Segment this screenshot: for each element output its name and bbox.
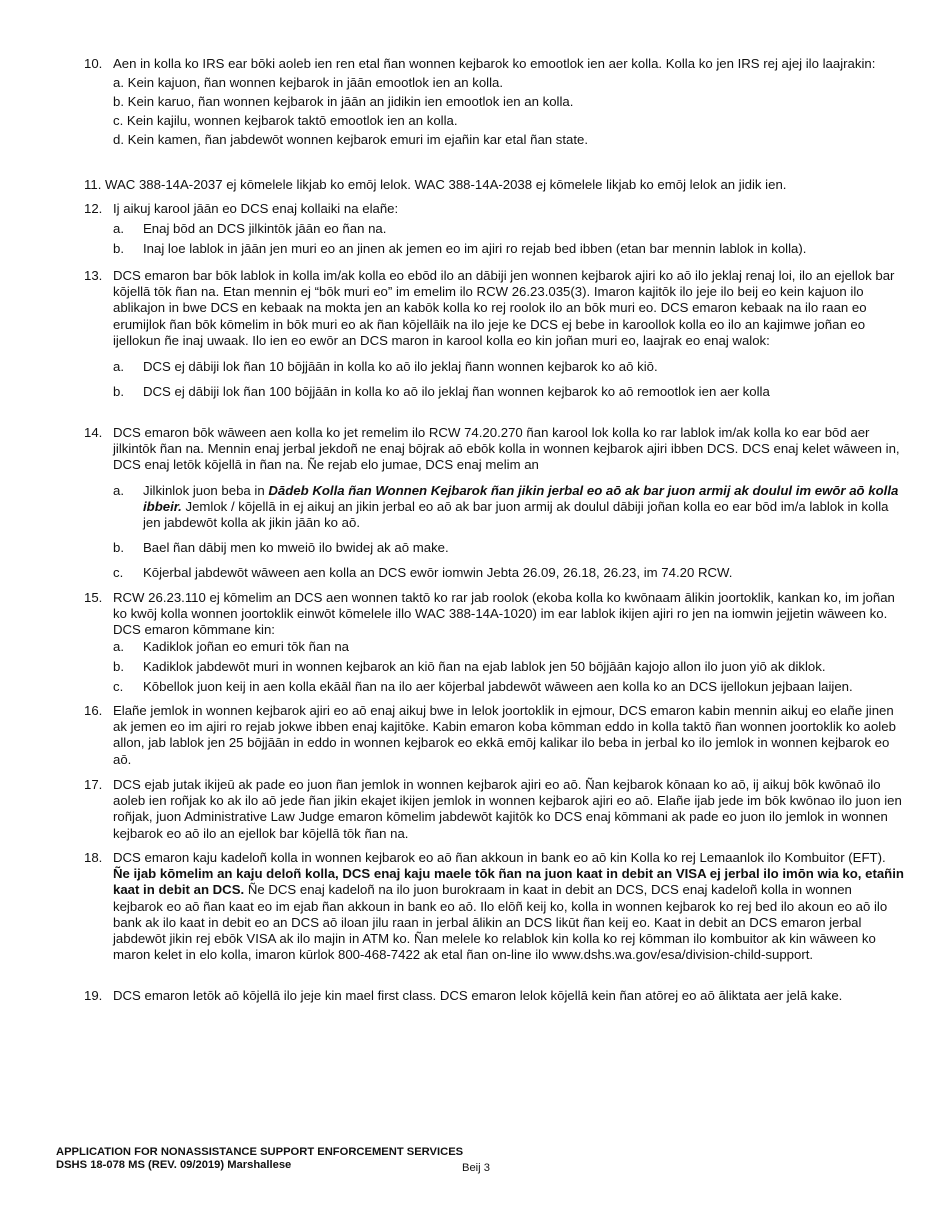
item-text: Ij aikuj karool jāān eo DCS enaj kollaiki na elañe: — [113, 201, 399, 216]
sub-item — [113, 565, 904, 581]
sub-item — [113, 639, 904, 655]
item-number: 10. — [84, 56, 103, 71]
sub-text: Kōbellok juon keij in aen kolla ekāāl ñan na ilo aer kōjerbal jabdewōt wāween aen kolla ko an DCS ijellokun jejbaan laijen. — [143, 679, 853, 695]
sub-item: a. Kein kajuon, ñan wonnen kejbarok in jāān emootlok ien an kolla. — [113, 75, 504, 91]
item-text: DCS emaron bar bōk lablok in kolla im/ak kolla eo ebōd ilo an dābiji jen wonnen kejbarok ajiri ko aō ilo jeklaj renaj loi, ilo an ejellok bar kōjellā tōk ñan na. Etan mennin ej “bōk muri eo” im emelim ilo RCW 26.23.035(3). Imaron kajitōk ilo jeje ilo beij eo kein kajuon ilo ablikajon in bwe DCS en kebaak na mokta jen an kabōk kolla ko rej roolok ilo an bōk muri eo. DCS emaron kebaak na ilo raan eo erumijlok ñan bōk kōmelim in bōk muri eo ak ñan kōjellāik na ilo jeje ke DCS ej bebe in karoollok kolla eo ilo an kajimwe joñan eo ijellokun ñe inaj uwaak. Ilo ien eo ewōr an DCS maron in karool kolla eo kin joñan muri eo, laajrak eo enaj walok: — [113, 268, 895, 348]
sub-item — [113, 359, 904, 375]
item-text — [113, 850, 904, 963]
page-number: Beij 3 — [462, 1162, 490, 1174]
list-item-13 — [84, 268, 904, 400]
footer — [56, 1146, 463, 1172]
item-text-bold: Ñe ijab kōmelim an kaju deloñ kolla, DCS enaj kaju maele tōk ñan na juon kaat in debit an VISA ej jerbal ilo imōn wia ko, etañin kaat in debit an DCS. — [113, 866, 904, 898]
sub-text: DCS ej dābiji lok ñan 10 bōjjāān in kolla ko aō ilo jeklaj ñann wonnen kejbarok ko aō kiō. — [143, 359, 658, 375]
item-number: 17. — [84, 777, 103, 792]
list-item-14 — [84, 425, 904, 582]
sub-text: Bael ñan dābij men ko mweiō ilo bwidej ak aō make. — [143, 540, 449, 556]
sub-label: c. — [113, 565, 124, 581]
list-item-15 — [84, 590, 904, 695]
item-number: 11. — [84, 177, 102, 192]
footer-title: APPLICATION FOR NONASSISTANCE SUPPORT ENFORCEMENT SERVICES — [56, 1146, 464, 1158]
item-text: RCW 26.23.110 ej kōmelim an DCS aen wonnen taktō ko rar jab roolok (ekoba kolla ko kwōnaam ālikin joortoklik, kankan ko, im joñan ko kwōj kolla wonnen joortoklik einwōt kōmelele illo WAC 388-14A-1020) im ear lablok ikijen ajiri ro jen na iomwin jejjetin wāween ko. DCS emaron kōmmane kin: — [113, 590, 895, 638]
item-text-pre: DCS emaron kaju kadeloñ kolla in wonnen kejbarok eo aō ñan akkoun in bank eo aō kin Kolla ko rej Lemaanlok ilo Kombuitor (EFT). — [113, 850, 886, 865]
sub-text: Kōjerbal jabdewōt wāween aen kolla an DCS ewōr iomwin Jebta 26.09, 26.18, 26.23, im 74.20 RCW. — [143, 565, 733, 581]
list-item-10 — [84, 56, 904, 149]
item-number: 14. — [84, 425, 103, 440]
item-number: 19. — [84, 988, 103, 1003]
item-text: WAC 388-14A-2037 ej kōmelele likjab ko emōj lelok. WAC 388-14A-2038 ej kōmelele likjab ko emōj lelok an jidik ien. — [105, 177, 787, 192]
item-number: 15. — [84, 590, 103, 605]
item-text: DCS ejab jutak ikijeū ak pade eo juon ñan jemlok in wonnen kejbarok ajiri eo aō. Ñan kejbarok kōnaan ko aō, ij aikuj bōk kwōnaō ilo aoleb ien roñjak ko ak ilo aō jede ñan jikin ekajet ikijen jemlok in wonnen kejbarok ajiri eo aō. Elañe ijab jede im bōk kwōnao ilo juon ien roñjak, juon Administrative Law Judge emaron kōmelim jabdewōt kajitōk ko DCS enaj kōmmani ak pade eo juon ilo jemlok in wonnen kejbarok eo aō ilo an ejellok bar kōjellā tōk ñan na. — [113, 777, 902, 841]
sub-label: b. — [113, 540, 124, 556]
sub-item: d. Kein kamen, ñan jabdewōt wonnen kejbarok emuri im ejañin kar etal ñan state. — [113, 131, 589, 147]
item-number: 18. — [84, 850, 103, 865]
sub-text: DCS ej dābiji lok ñan 100 bōjjāān in kolla ko aō ilo jeklaj ñan wonnen kejbarok ko aō remootlok ien aer kolla — [143, 384, 770, 400]
sub-text-post: Jemlok / kōjellā in ej aikuj an jikin jerbal eo aō ak bar juon armij ak doulul dābiji joñan kolla eo ear bōd im/a lablok in kolla jen jabdewōt kolla ak jikin jāān ko aō. — [143, 498, 889, 531]
sub-label: b. — [113, 658, 124, 674]
list-item-11 — [84, 177, 904, 193]
item-text: Elañe jemlok in wonnen kejbarok ajiri eo aō enaj aikuj bwe in lelok joortoklik in ejmour, DCS emaron kabin mennin aikuj eo elañe jinen ak jemen eo im ajiri ro rejab jokwe ibben enaj kajitōke. Kabin emaron koba kōmman eddo in kolla taktō ñan wonnen joortoklik ko aoleb allon, jab lablok jen 25 bōjjāān in eddo in wonnen kejbarok eo ekkā emōj kalikar ilo beba in jerbal ko ilo jemlok in wonnen kejbarok eo aō. — [113, 703, 896, 767]
sub-label: b. — [113, 241, 124, 257]
sub-text: Inaj loe lablok in jāān jen muri eo an jinen ak jemen eo im ajiri ro rejab bed ibben (etan bar mennin lablok in kolla). — [143, 241, 807, 257]
sub-item — [113, 679, 904, 695]
item-text: DCS emaron bōk wāween aen kolla ko jet remelim ilo RCW 74.20.270 ñan karool lok kolla ko rar lablok im/ak kolla ko ear bōd aer jilkintōk ñan na. Mennin enaj jerbal jekdoñ ne enaj bōjrak aō ebōk kolla in wonnen kejbarok ajiri ibben DCS. DCS enaj kelet wāween in, DCS enaj letōk kōjellā in ñan na. Ñe rejab elo jumae, DCS enaj melim an — [113, 425, 900, 473]
sub-item — [113, 540, 904, 556]
sub-text: Enaj bōd an DCS jilkintōk jāān eo ñan na. — [143, 221, 387, 237]
sub-label: a. — [113, 221, 124, 237]
list-item-19 — [84, 988, 904, 1004]
item-number: 16. — [84, 703, 103, 718]
sub-label: a. — [113, 638, 124, 654]
sub-item: b. Kein karuo, ñan wonnen kejbarok in jāān an jidikin ien emootlok ien an kolla. — [113, 94, 574, 109]
sub-label: a. — [113, 359, 124, 375]
item-number: 12. — [84, 201, 103, 216]
sub-item — [113, 483, 904, 532]
list-item-16 — [84, 703, 904, 768]
sub-label: b. — [113, 384, 124, 400]
item-number: 13. — [84, 268, 103, 283]
sub-list — [113, 74, 904, 149]
item-text-post: Ñe DCS enaj kadeloñ na ilo juon burokraam in kaat in debit an DCS, DCS enaj kadeloñ kolla in wonnen kejbarok eo aō ñan kaat eo im ejab ñan akkoun in bank eo aō. Ilo elōñ keij ko, kolla in wonnen kejbarok ko rej bed ilo akoun eo aō ilo bank ak ilo kaat in debit eo an DCS aō iloan jilu raan in jerbal ālikin an DCS likūt ñan keij eo. Kaat in debit an DCS emaron jerbal jabdewōt jikin rej ebōk VISA ak ilo majin in ATM ko. Ñan melele ko relablok kin kolla ko rej kōmman ilo kombuitor ak kin wāween ko maron kelet in elo kolla, imaron kūrlok 800-468-7422 ak etal ñan on-line ilo www.dshs.wa.gov/esa/division-child-support. — [113, 882, 888, 963]
sub-item — [113, 384, 904, 400]
list-item-12 — [84, 201, 904, 258]
sub-label: c. — [113, 679, 124, 695]
list-item-17 — [84, 777, 904, 842]
list-item-18 — [84, 850, 904, 963]
form-title-emphasis: Dādeb Kolla ñan Wonnen Kejbarok ñan jikin jerbal eo aō ak bar juon armij ak doulul im ewōr aō kolla ibbeir. — [143, 482, 899, 514]
sub-label: a. — [113, 482, 124, 498]
sub-item — [113, 241, 904, 257]
footer-form-id: DSHS 18-078 MS (REV. 09/2019) Marshallese — [56, 1159, 292, 1171]
sub-item: c. Kein kajilu, wonnen kejbarok taktō emootlok ien an kolla. — [113, 112, 458, 128]
sub-text: Kadiklok jabdewōt muri in wonnen kejbarok an kiō ñan na ejab lablok jen 50 bōjjāān kajojo allon ilo juon yiō ak diklok. — [143, 658, 826, 674]
sub-item — [113, 221, 904, 237]
item-text: DCS emaron letōk aō kōjellā ilo jeje kin mael first class. DCS emaron lelok kōjellā kein ñan atōrej eo aō āliktata aer jelā kake. — [113, 988, 843, 1003]
sub-item — [113, 659, 904, 675]
sub-text: Kadiklok joñan eo emuri tōk ñan na — [143, 638, 350, 654]
sub-text-pre: Jilkinlok juon beba in — [143, 482, 269, 498]
item-text: Aen in kolla ko IRS ear bōki aoleb ien ren etal ñan wonnen kejbarok ko emootlok ien aer kolla. Kolla ko jen IRS rej ajej ilo laajrakin: — [113, 56, 876, 71]
